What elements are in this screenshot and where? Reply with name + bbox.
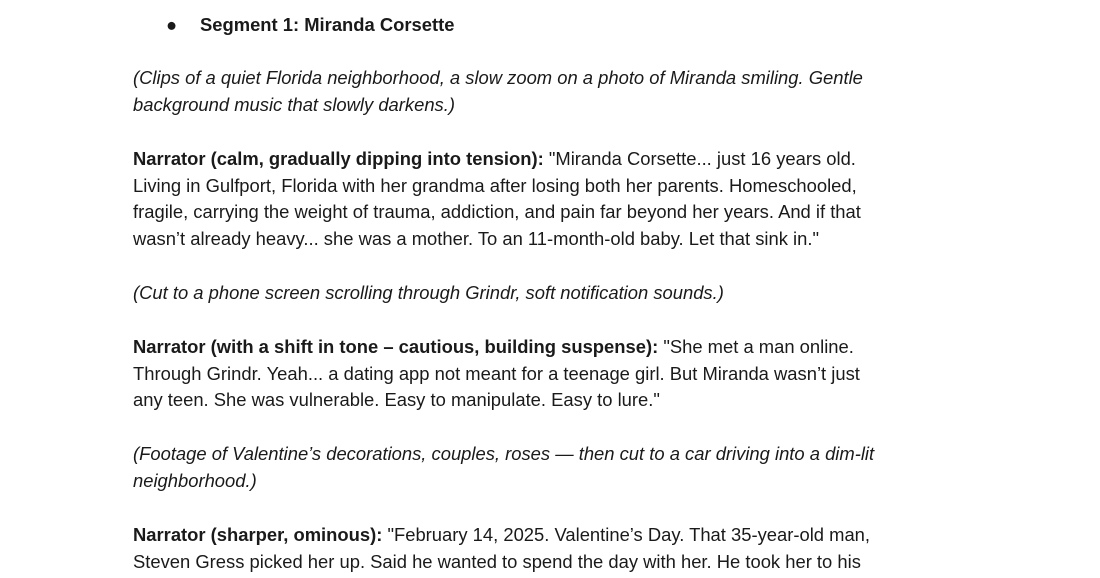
- narration-paragraph: [133, 334, 963, 414]
- narration-text: "She met a man online.: [658, 336, 854, 357]
- narration-first-line: [133, 146, 963, 173]
- paragraph-line: Steven Gress picked her up. Said he wanted to spend the day with her. He took her to his: [133, 550, 861, 572]
- narration-text: "Miranda Corsette... just 16 years old.: [543, 148, 856, 169]
- narration-first-line: [133, 334, 963, 361]
- speaker-label: Narrator (with a shift in tone – cautious, building suspense):: [133, 336, 659, 357]
- paragraph-line: background music that slowly darkens.): [133, 93, 455, 115]
- paragraph-line: neighborhood.): [133, 469, 257, 491]
- speaker-label: Narrator (calm, gradually dipping into tension):: [133, 148, 544, 169]
- stage-direction: [133, 441, 963, 494]
- segment-heading: [166, 13, 454, 37]
- narration-first-line: [133, 522, 963, 549]
- paragraph-line: (Footage of Valentine’s decorations, couples, roses — then cut to a car driving into a dim-lit: [133, 443, 875, 464]
- bullet-icon: ●: [166, 14, 178, 35]
- paragraph-line: any teen. She was vulnerable. Easy to manipulate. Easy to lure.": [133, 389, 660, 410]
- paragraph-line: (Cut to a phone screen scrolling through Grindr, soft notification sounds.): [133, 282, 724, 303]
- narration-text: "February 14, 2025. Valentine’s Day. That 35-year-old man,: [382, 524, 871, 545]
- stage-direction: [133, 280, 963, 307]
- paragraph-line: wasn’t already heavy... she was a mother. To an 11-month-old baby. Let that sink in.": [133, 227, 819, 249]
- narration-paragraph: [133, 146, 963, 252]
- stage-direction: [133, 65, 963, 118]
- speaker-label: Narrator (sharper, ominous):: [133, 524, 383, 545]
- paragraph-line: (Clips of a quiet Florida neighborhood, a slow zoom on a photo of Miranda smiling. Gentle: [133, 67, 863, 88]
- paragraph-line: fragile, carrying the weight of trauma, addiction, and pain far beyond her years. And if that: [133, 201, 861, 222]
- segment-heading-text: Segment 1: Miranda Corsette: [200, 14, 455, 35]
- paragraph-line: Living in Gulfport, Florida with her grandma after losing both her parents. Homeschooled,: [133, 174, 857, 196]
- paragraph-line: Through Grindr. Yeah... a dating app not meant for a teenage girl. But Miranda wasn’t just: [133, 362, 860, 384]
- narration-paragraph: [133, 522, 963, 575]
